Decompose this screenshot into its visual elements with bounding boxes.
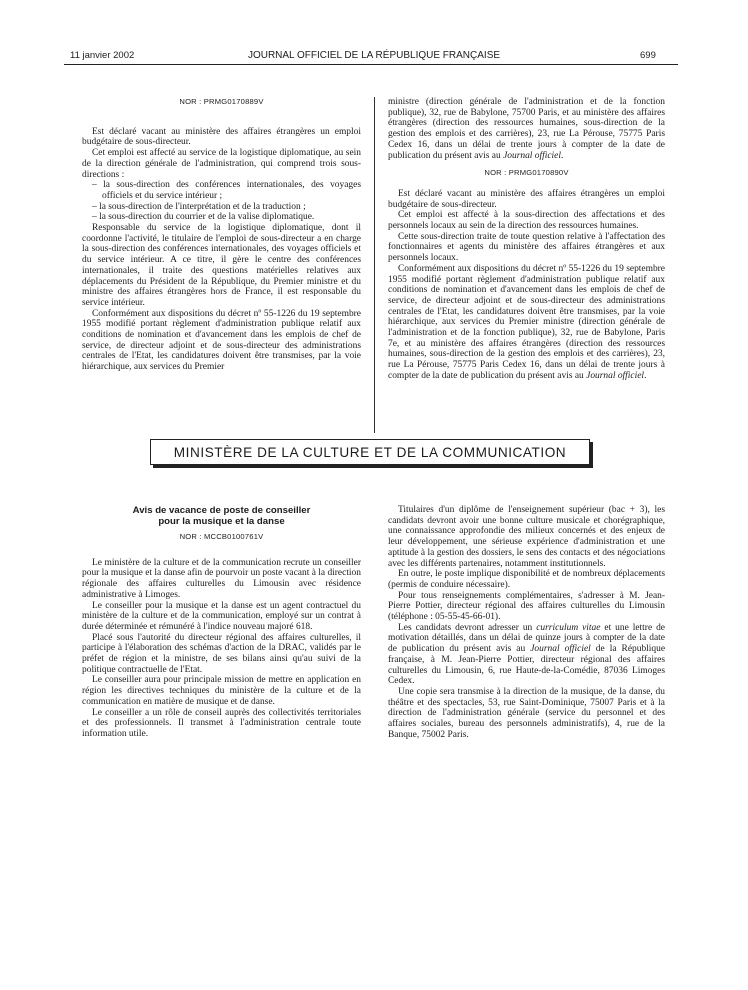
list-item: – la sous-direction du courrier et de la valise diplomatique. [92, 212, 315, 223]
paragraph: Est déclaré vacant au ministère des affaires étrangères un emploi budgétaire de sous-directeur. [82, 126, 361, 148]
paragraph: Placé sous l'autorité du directeur régional des affaires culturelles, il participe à l'élaboration des schémas d'action de la DRAC, validés par le préfet de région et la ministre, de ses bilans ainsi qu'au suivi de la politique contractuelle de l'Etat. [82, 632, 361, 675]
nor-reference: NOR : PRMG0170889V [179, 97, 264, 106]
paragraph: Cet emploi est affecté à la sous-direction des affectations et des personnels locaux au sein de la direction des ressources humaines. [388, 210, 665, 232]
paragraph: Le ministère de la culture et de la communication recrute un conseiller pour la musique et la danse afin de pourvoir un poste vacant à la direction régionale des affaires culturelles du Limousin avec résidence administrative à Limoges. [82, 557, 361, 600]
paragraph: Cette sous-direction traite de toute question relative à l'affectation des fonctionnaires et agents du ministère des affaires étrangères et aux personnels locaux. [388, 231, 665, 264]
journal-officiel-ref: Journal officiel [530, 644, 591, 655]
paragraph: ministre (direction générale de l'administration et de la fonction publique), 32, rue de Babylone, 75700 Paris, et au ministère des affaires étrangères (direction des ressources humaines, sous-direction de la gestion des emplois et des carrières), 23, rue La Pérouse, 75775 Paris Cedex 16, dans un délai de trente jours à compter de la date de publication du présent avis au Journal officiel. [388, 97, 665, 161]
column-divider [374, 97, 375, 433]
paragraph: Conformément aux dispositions du décret nº 55-1226 du 19 septembre 1955 modifié portant règlement d'administration publique relatif aux conditions de nomination et d'avancement dans les emplois de chef de service, de directeur adjoint et de sous-directeur des administrations centrales de l'Etat, les candidatures doivent être transmises, par la voie hiérarchique, aux services du Premier ministre (direction générale de l'administration et de la fonction publique), 32, rue de Babylone, Paris 7e, et au ministère des affaires étrangères (direction des ressources humaines, sous-direction de la gestion des emplois et des carrières), 23, rue La Pérouse, 75775 Paris Cedex 16, dans un délai de trente jours à compter de la date de publication du présent avis au Journal officiel. [388, 263, 665, 381]
list-item: – la sous-direction des conférences internationales, des voyages officiels et du service intérieur ; [92, 180, 361, 201]
paragraph: Conformément aux dispositions du décret nº 55-1226 du 19 septembre 1955 modifié portant règlement d'administration publique relatif aux conditions de nomination et d'avancement dans les emplois de chef de service, de directeur adjoint et de sous-directeur des administrations centrales de l'Etat, les candidatures doivent être transmises, par la voie hiérarchique, aux services du Premier [82, 308, 361, 373]
paragraph: En outre, le poste implique disponibilité et de nombreux déplacements (permis de conduire nécessaire). [388, 569, 665, 590]
header-rule [64, 64, 678, 65]
curriculum-vitae-term: curriculum vitae [536, 622, 601, 633]
column-3 [82, 505, 361, 740]
journal-officiel-ref: Journal officiel [586, 370, 645, 381]
paragraph: Est déclaré vacant au ministère des affaires étrangères un emploi budgétaire de sous-directeur. [388, 188, 665, 210]
column-4 [388, 505, 665, 740]
nor-reference: NOR : PRMG0170890V [484, 168, 569, 178]
journal-officiel-ref: Journal officiel [503, 150, 561, 161]
notice-title: Avis de vacance de poste de conseiller pour la musique et la danse [132, 505, 311, 527]
sub-direction-list [82, 180, 361, 223]
column-1 [82, 97, 361, 373]
nor-reference: NOR : MCCB0100761V [179, 532, 264, 541]
paragraph: Pour tous renseignements complémentaires, s'adresser à M. Jean-Pierre Pottier, directeur régional des affaires culturelles du Limousin (téléphone : 05-55-45-66-01). [388, 590, 665, 623]
paragraph: Une copie sera transmise à la direction de la musique, de la danse, du théâtre et des spectacles, 53, rue Saint-Dominique, 75007 Paris et à la direction de l'administration générale (service du personnel et des affaires sociales, bureau des personnels administratifs), 4, rue de la Banque, 75002 Paris. [388, 686, 665, 740]
paragraph: Titulaires d'un diplôme de l'enseignement supérieur (bac + 3), les candidats devront avoir une bonne culture musicale et chorégraphique, une connaissance approfondie des milieux concernés et des enjeux de leur développement, une sérieuse expérience d'administration et une aptitude à la gestion des dossiers, le sens des contacts et des négociations avec les différents partenaires, notamment institutionnels. [388, 505, 665, 569]
list-item: – la sous-direction de l'interprétation et de la traduction ; [92, 201, 306, 212]
header-journal-title: JOURNAL OFFICIEL DE LA RÉPUBLIQUE FRANÇAISE [247, 50, 501, 61]
header-date: 11 janvier 2002 [70, 50, 135, 61]
header-page-number: 699 [640, 50, 656, 61]
paragraph: Le conseiller aura pour principale mission de mettre en application en région les directives techniques du ministère de la culture et de la communication en matière de musique et de danse. [82, 675, 361, 707]
paragraph: Le conseiller a un rôle de conseil auprès des collectivités territoriales et des professionnels. Il transmet à l'administration centrale toute information utile. [82, 707, 361, 739]
ministry-heading: MINISTÈRE DE LA CULTURE ET DE LA COMMUNICATION [150, 439, 590, 465]
paragraph: Les candidats devront adresser un curriculum vitae et une lettre de motivation détaillés, dans un délai de quinze jours à compter de la date de publication du présent avis au Journal officiel de la République française, à M. Jean-Pierre Pottier, directeur régional des affaires culturelles du Limousin, 6, rue Haute-de-la-Comédie, 87036 Limoges Cedex. [388, 622, 666, 687]
paragraph: Le conseiller pour la musique et la danse est un agent contractuel du ministère de la culture et de la communication, employé sur un contrat à durée déterminée et rémunéré à l'indice nouveau majoré 618. [82, 600, 361, 632]
paragraph: Responsable du service de la logistique diplomatique, dont il coordonne l'activité, le titulaire de l'emploi de sous-directeur a en charge la sous-direction des conférences internationales, des voyages officiels et du service intérieur. A ce titre, il gère le centre des conférences internationales, il traite des questions matérielles relatives aux déplacements du Président de la République, du Premier ministre et du ministre des affaires étrangères hors de France, il est responsable du service intérieur. [82, 223, 361, 308]
paragraph: Cet emploi est affecté au service de la logistique diplomatique, au sein de la direction générale de l'administration, qui comprend trois sous-directions : [82, 148, 361, 180]
column-2 [388, 97, 665, 382]
